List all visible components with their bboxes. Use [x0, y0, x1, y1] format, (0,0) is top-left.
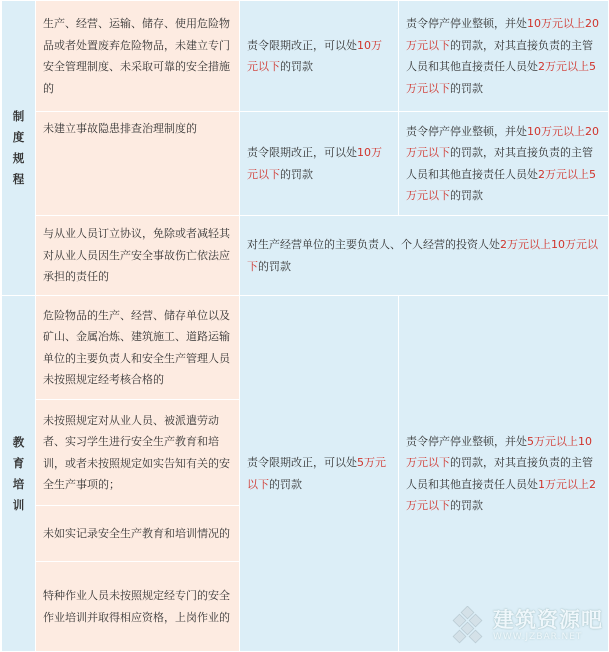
- penalty-text: 的罚款: [280, 167, 313, 181]
- category-char: 制: [12, 109, 25, 123]
- category-char: 育: [12, 455, 25, 470]
- category-char: 程: [12, 172, 25, 186]
- penalty-cell-second: [399, 1, 609, 112]
- behavior-cell: 与从业人员订立协议，免除或者减轻其对从业人员因生产安全事故伤亡依法应承担的责任的: [36, 216, 240, 296]
- penalty-text: 的罚款: [450, 189, 483, 202]
- penalty-text: 的罚款，对其直接负责的主管人员和其他直接责任人员处: [406, 38, 593, 73]
- penalty-text: 的罚款: [269, 477, 302, 491]
- penalty-amount: 2万元以上5万元以下: [406, 60, 596, 95]
- behavior-cell: 危险物品的生产、经营、储存单位以及矿山、金属冶炼、建筑施工、道路运输单位的主要负责人和安全生产管理人员未按照规定经考核合格的: [36, 296, 240, 400]
- penalty-cell-first: [240, 112, 399, 216]
- penalty-amount: 10万元以下: [247, 38, 382, 73]
- table-row: [2, 296, 609, 400]
- penalty-text: 的罚款: [280, 60, 313, 73]
- watermark-text: 建筑资源吧: [493, 607, 603, 632]
- penalty-text: 的罚款: [450, 81, 483, 95]
- penalty-text: 的罚款: [450, 499, 483, 512]
- table-row: [2, 216, 609, 296]
- watermark: [449, 606, 603, 644]
- penalty-text: 的罚款，对其直接负责的主管人员和其他直接责任人员处: [406, 146, 593, 181]
- behavior-cell: 生产、经营、运输、储存、使用危险物品或者处置废弃危险物品，未建立专门安全管理制度、未采取可靠的安全措施的: [36, 1, 240, 112]
- penalty-cell-second: [399, 112, 609, 216]
- penalty-text: 的罚款: [258, 259, 291, 273]
- penalty-amount: 10万元以下: [247, 146, 382, 181]
- category-cell-rules: [2, 1, 36, 296]
- category-char: 培: [12, 476, 25, 491]
- penalty-amount: 10万元以上20万元以下: [406, 124, 599, 159]
- diamond-logo-icon: [449, 606, 487, 644]
- penalty-amount: 1万元以上2万元以下: [406, 477, 596, 512]
- penalty-cell-first: [240, 1, 399, 112]
- penalty-cell-merged: [240, 216, 609, 296]
- penalty-text: 责令限期改正，可以处: [247, 38, 357, 52]
- penalty-text: 责令停产停业整顿，并处: [406, 434, 527, 448]
- category-char: 规: [12, 151, 25, 165]
- behavior-cell: 未按照规定对从业人员、被派遣劳动者、实习学生进行安全生产教育和培训，或者未按照规定如实告知有关的安全生产事项的；: [36, 400, 240, 506]
- table-row: [2, 1, 609, 112]
- category-char: 度: [12, 130, 25, 144]
- penalty-amount: 2万元以上10万元以下: [247, 238, 598, 273]
- behavior-cell: 未如实记录安全生产教育和培训情况的: [36, 506, 240, 562]
- penalty-amount: 2万元以上5万元以下: [406, 167, 596, 202]
- penalty-table: [1, 0, 609, 652]
- penalty-text: 责令限期改正，可以处: [247, 146, 357, 159]
- behavior-cell: 特种作业人员未按照规定经专门的安全作业培训并取得相应资格，上岗作业的: [36, 562, 240, 652]
- penalty-text: 的罚款，对其直接负责的主管人员和其他直接责任人员处: [406, 456, 593, 491]
- category-cell-training: [2, 296, 36, 652]
- penalty-amount: 10万元以上20万元以下: [406, 17, 599, 52]
- penalty-amount: 5万元以下: [247, 456, 386, 491]
- category-char: 教: [12, 434, 25, 449]
- penalty-text: 责令停产停业整顿，并处: [406, 17, 527, 30]
- penalty-text: 对生产经营单位的主要负责人、个人经营的投资人处: [247, 238, 500, 251]
- penalty-amount: 5万元以上10万元以下: [406, 434, 592, 469]
- penalty-text: 责令停产停业整顿，并处: [406, 124, 527, 138]
- penalty-cell-first: [240, 296, 399, 652]
- table-row: [2, 112, 609, 216]
- behavior-cell: 未建立事故隐患排查治理制度的: [36, 112, 240, 216]
- watermark-url: WWW.JZBAR.NET: [493, 631, 583, 642]
- penalty-cell-second: [399, 296, 609, 652]
- penalty-text: 责令限期改正，可以处: [247, 456, 357, 469]
- category-char: 训: [12, 497, 25, 512]
